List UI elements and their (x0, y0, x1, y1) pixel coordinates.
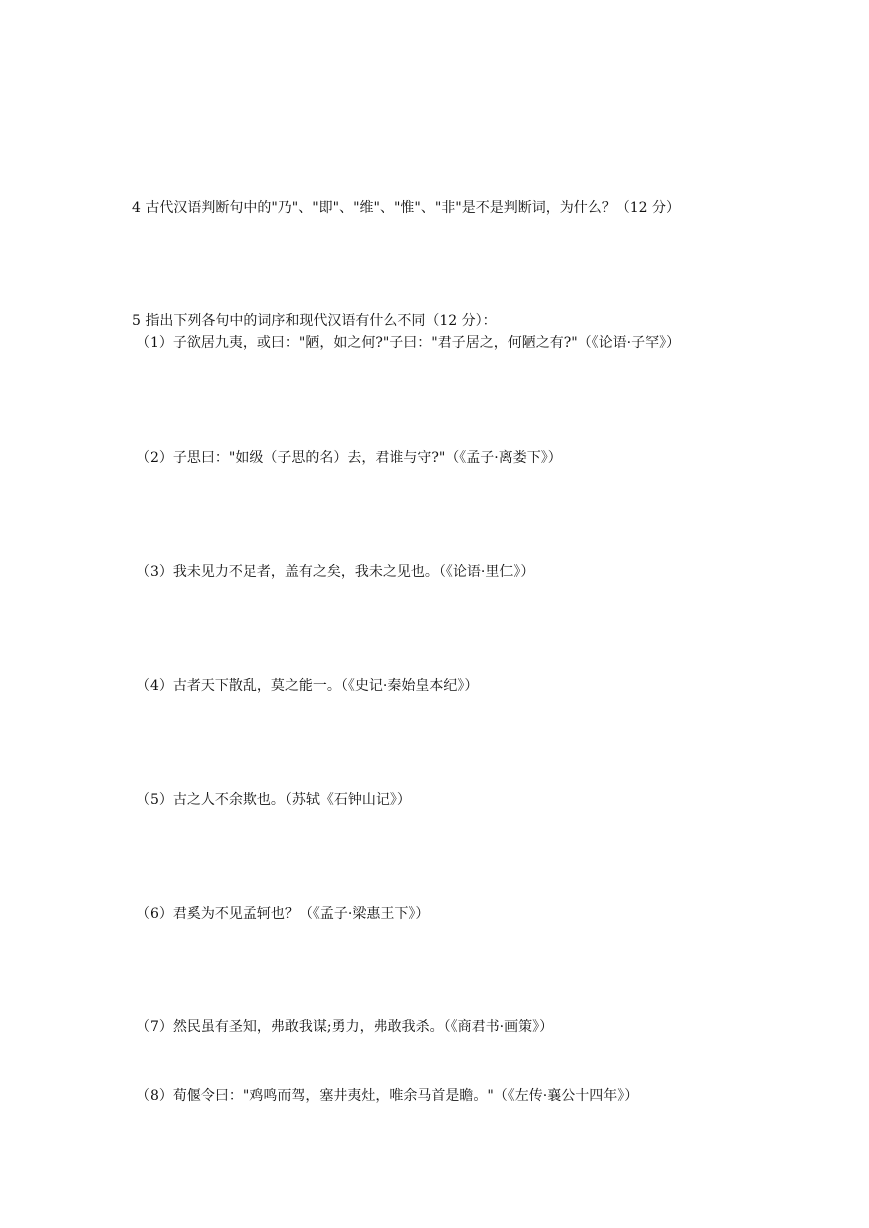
question-5-item-5: （5）古之人不余欺也。（苏轼《石钟山记》） (136, 792, 411, 808)
question-5-item-6: （6）君奚为不见孟轲也？（《孟子·梁惠王下》） (136, 906, 430, 922)
question-5-heading: 5 指出下列各句中的词序和现代汉语有什么不同（12 分）： (132, 313, 497, 329)
question-5-item-7: （7）然民虽有圣知，弗敢我谋;勇力，弗敢我杀。（《商君书·画策》） (136, 1019, 554, 1035)
question-5-item-1: （1）子欲居九夷，或曰："陋，如之何?"子曰："君子居之，何陋之有?"（《论语·子罕》） (136, 335, 681, 351)
question-4: 4 古代汉语判断句中的"乃"、"即"、"维"、"惟"、"非"是不是判断词，为什么？（12 分） (132, 200, 681, 216)
question-5-item-4: （4）古者天下散乱，莫之能一。（《史记·秦始皇本纪》） (136, 678, 479, 694)
question-5-item-3: （3）我未见力不足者，盖有之矣，我未之见也。（《论语·里仁》） (136, 564, 535, 580)
question-5-item-8: （8）荀偃令曰："鸡鸣而驾，塞井夷灶，唯余马首是瞻。"（《左传·襄公十四年》） (136, 1088, 639, 1104)
question-5-item-2: （2）子思曰："如级（子思的名）去，君谁与守?"（《孟子·离娄下》） (136, 450, 562, 466)
